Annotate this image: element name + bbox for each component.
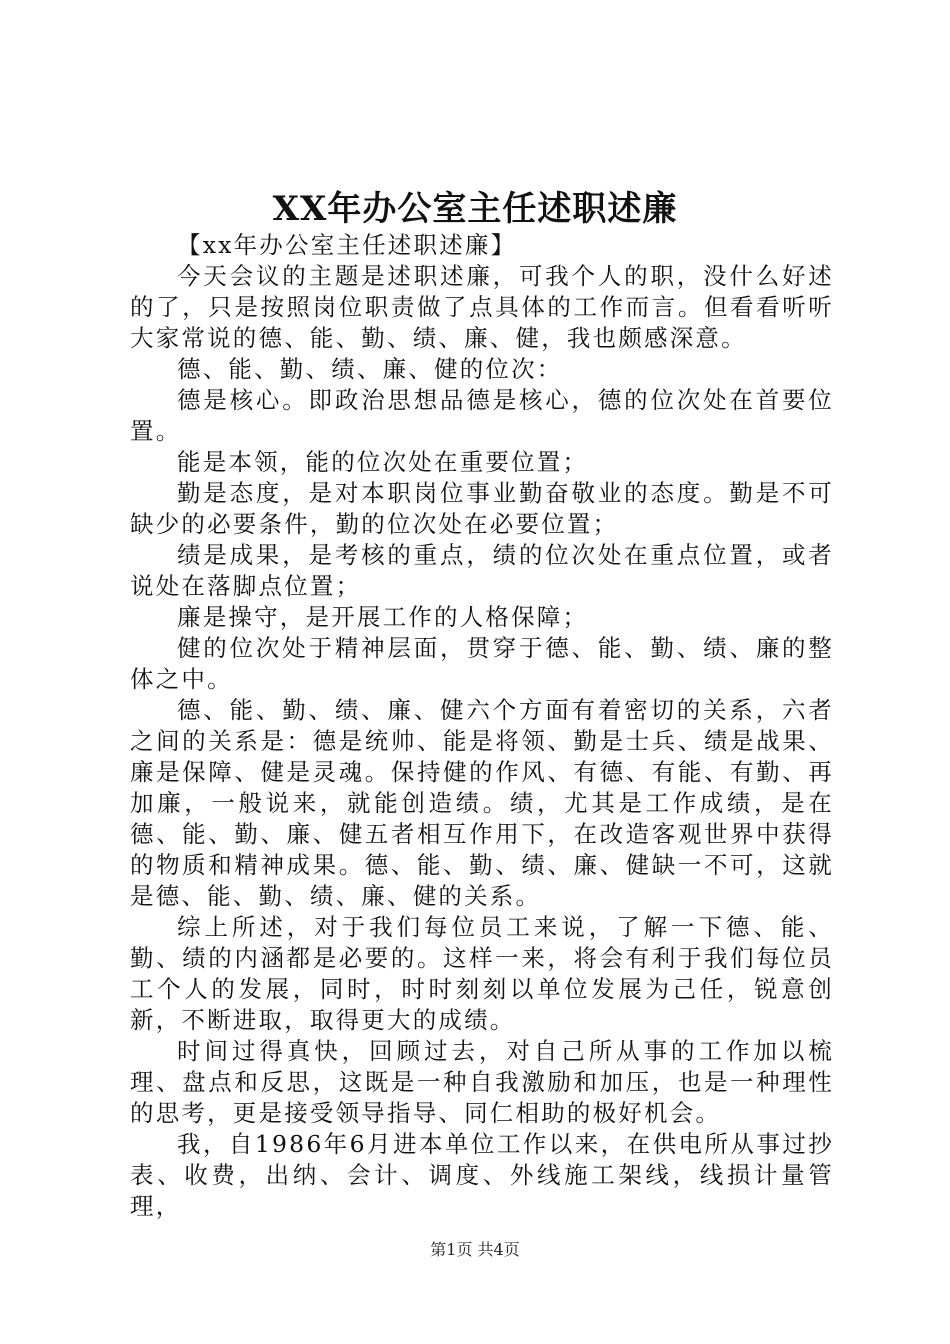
paragraph: 综上所述，对于我们每位员工来说，了解一下德、能、勤、绩的内涵都是必要的。这样一来，将会有利于我们每位员工个人的发展，同时，时时刻刻以单位发展为己任，锐意创新，不断进取，取得更大的成绩。 (130, 913, 834, 1034)
paragraph: 能是本领，能的位次处在重要位置； (177, 448, 589, 476)
paragraph: 勤是态度，是对本职岗位事业勤奋敬业的态度。勤是不可缺少的必要条件，勤的位次处在必要位置； (130, 479, 834, 538)
paragraph: 廉是操守，是开展工作的人格保障； (177, 603, 589, 631)
page-number-footer: 第1页 共4页 (430, 1240, 520, 1259)
paragraph: 德是核心。即政治思想品德是核心，德的位次处在首要位置。 (130, 386, 834, 445)
paragraph: 时间过得真快，回顾过去，对自己所从事的工作加以梳理、盘点和反思，这既是一种自我激励和加压，也是一种理性的思考，更是接受领导指导、同仁相助的极好机会。 (130, 1037, 834, 1127)
paragraph: 德、能、勤、绩、廉、健的位次： (177, 355, 563, 383)
paragraph-subtitle: 【xx年办公室主任述职述廉】 (177, 231, 517, 259)
paragraph: 德、能、勤、绩、廉、健六个方面有着密切的关系，六者之间的关系是：德是统帅、能是将领、勤是士兵、绩是战果、廉是保障、健是灵魂。保持健的作风、有德、有能、有勤、再加廉，一般说来，就能创造绩。绩，尤其是工作成绩，是在德、能、勤、廉、健五者相互作用下，在改造客观世界中获得的物质和精神成果。德、能、勤、绩、廉、健缺一不可，这就是德、能、勤、绩、廉、健的关系。 (130, 696, 834, 910)
paragraph: 今天会议的主题是述职述廉，可我个人的职，没什么好述的了，只是按照岗位职责做了点具体的工作而言。但看看听听大家常说的德、能、勤、绩、廉、健，我也颇感深意。 (130, 262, 834, 352)
paragraph: 绩是成果，是考核的重点，绩的位次处在重点位置，或者说处在落脚点位置； (130, 541, 834, 600)
document-body (130, 230, 834, 1222)
paragraph: 健的位次处于精神层面，贯穿于德、能、勤、绩、廉的整体之中。 (130, 634, 834, 693)
paragraph: 我，自1986年6月进本单位工作以来，在供电所从事过抄表、收费，出纳、会计、调度、外线施工架线，线损计量管理， (130, 1130, 834, 1220)
document-title: XX年办公室主任述职述廉 (272, 189, 678, 229)
